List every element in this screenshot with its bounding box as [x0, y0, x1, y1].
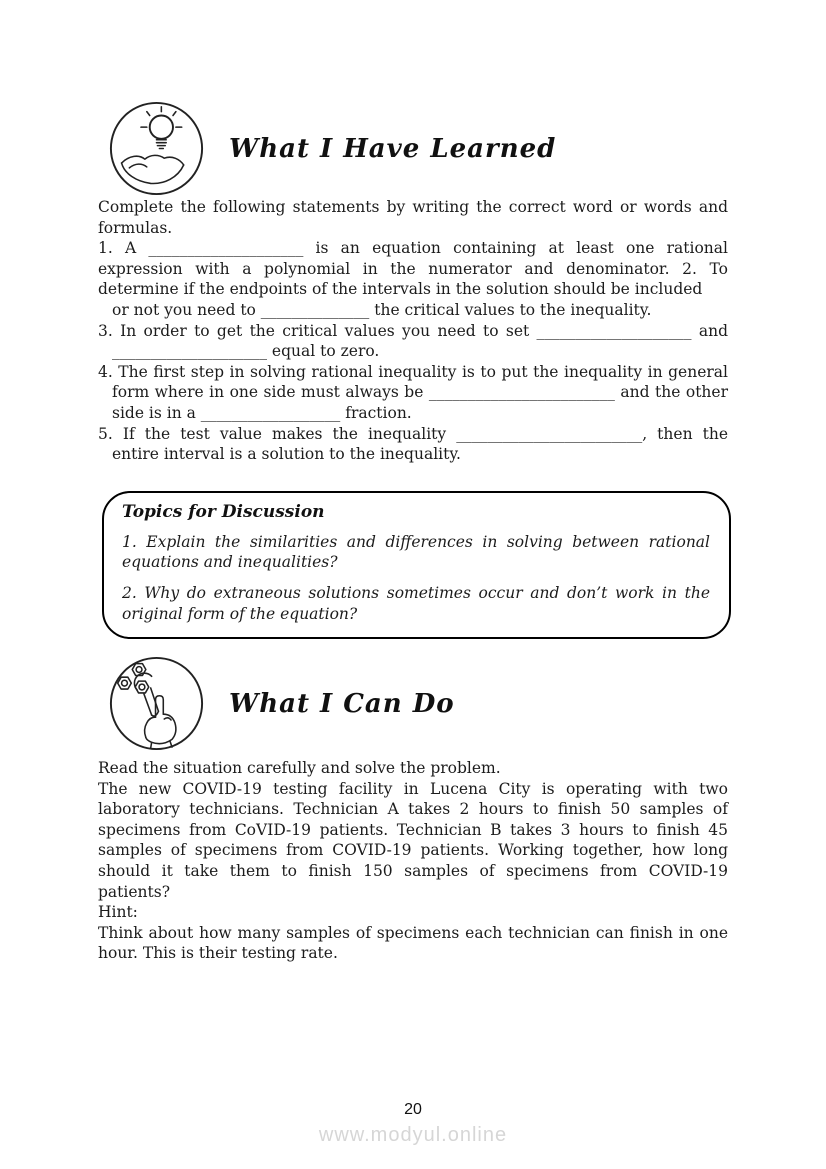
statement-1-2: 1. A ____________________ is an equation containing at least one rational expression with a polynomial in the numerator and denominator. 2. To determine if the endpoints of the intervals in the solution should be included [98, 239, 728, 299]
problem-text: The new COVID-19 testing facility in Lucena City is operating with two laboratory technicians. Technician A takes 2 hours to finish 50 samples of specimens from CoVID-19 patients. Technician B takes 3 hours to finish 45 samples of specimens from COVID-19 patients. Working together, how long should it take them to finish 150 samples of specimens from COVID-19 patients? [98, 779, 728, 901]
statement-2-continuation: or not you need to ______________ the critical values to the inequality. [112, 300, 652, 319]
watermark: www.modyul.online [318, 1124, 508, 1146]
hint-label: Hint: [98, 903, 138, 922]
cando-heading: What I Can Do [229, 688, 455, 719]
discussion-question-2: 2. Why do extraneous solutions sometimes occur and don’t work in the original form of the equation? [122, 583, 710, 623]
statement-3: 3. In order to get the critical values you need to set ____________________ and ____________________ equal to zero. [98, 321, 728, 361]
lightbulb-in-hand-icon [108, 100, 205, 197]
discussion-question-1: 1. Explain the similarities and differences in solving between rational equations and inequalities? [122, 532, 710, 572]
learned-heading: What I Have Learned [229, 133, 557, 164]
topics-for-discussion-box [102, 491, 731, 639]
statement-4: 4. The first step in solving rational inequality is to put the inequality in general form where in one side must always be ________________________ and the other side is in a __________________ fraction. [98, 362, 728, 422]
hint-text: Think about how many samples of specimens each technician can finish in one hour. This is their testing rate. [98, 923, 728, 963]
topics-title: Topics for Discussion [122, 501, 325, 522]
learned-intro: Complete the following statements by writing the correct word or words and formulas. [98, 198, 728, 237]
statement-5: 5. If the test value makes the inequality ________________________, then the entire interval is a solution to the inequality. [98, 424, 728, 464]
learned-section-header [98, 100, 728, 197]
hand-holding-wrench-icon [108, 655, 205, 752]
cando-instruction: Read the situation carefully and solve the problem. [98, 759, 501, 778]
page-number: 20 [404, 1101, 422, 1118]
cando-section-header [98, 655, 728, 752]
